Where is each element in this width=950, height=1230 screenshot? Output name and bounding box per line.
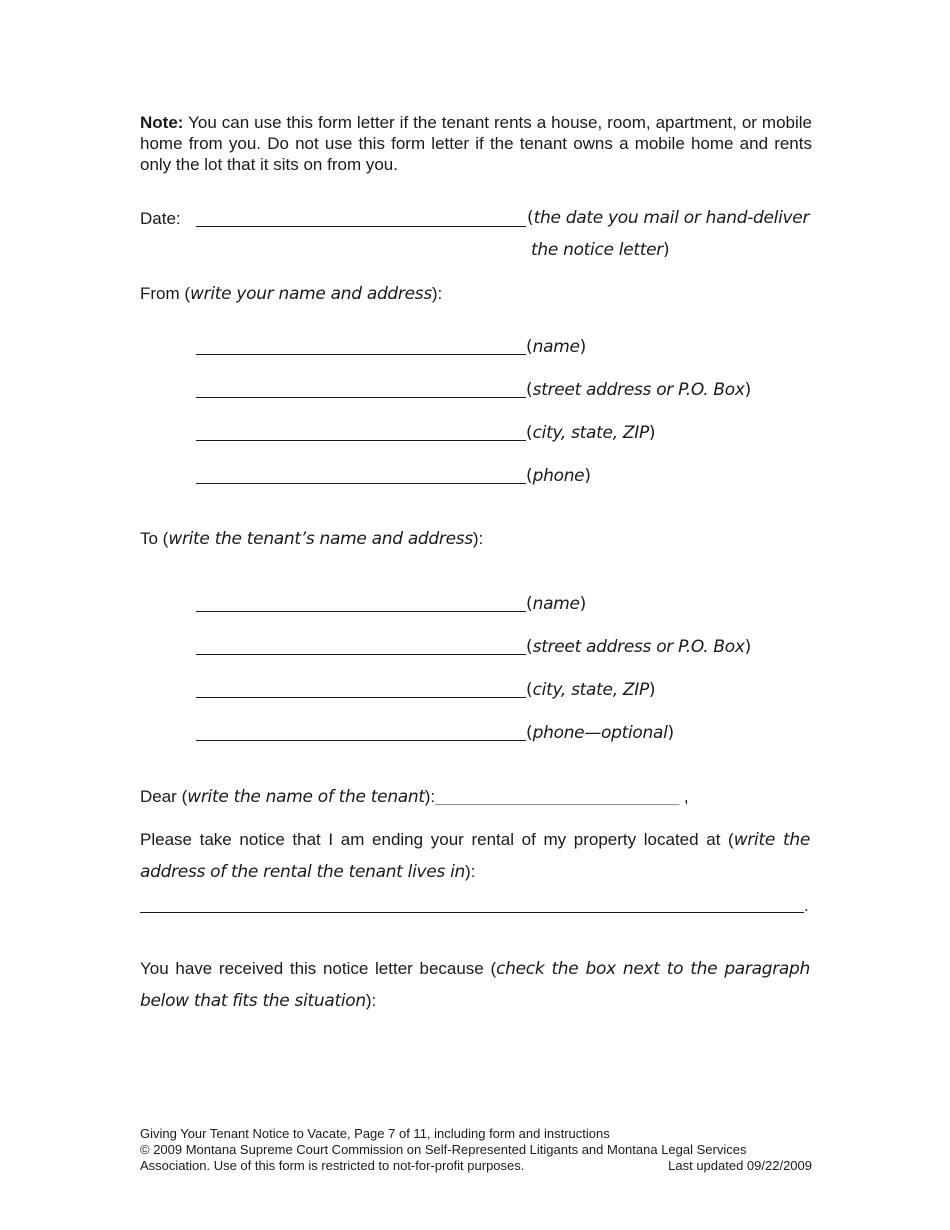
footer-usage: Association. Use of this form is restricted to not-for-profit purposes. <box>140 1158 525 1173</box>
notice-paragraph: Please take notice that I am ending your rental of my property located at (write the address of the rental the tenant lives in): <box>140 830 811 882</box>
to-name-line[interactable] <box>196 593 526 612</box>
note-text: You can use this form letter if the tenant rents a house, room, apartment, or mobile home from you. Do not use this form letter if the tenant owns a mobile home and rents only the lot that it sits on from you. <box>140 113 812 174</box>
from-city-field[interactable] <box>196 422 656 444</box>
date-field-line[interactable] <box>196 226 526 227</box>
to-name-field[interactable] <box>196 593 586 615</box>
from-street-field[interactable] <box>196 379 751 401</box>
rental-address-field-line[interactable] <box>140 912 804 913</box>
to-city-field[interactable] <box>196 679 656 701</box>
to-phone-line[interactable] <box>196 722 526 741</box>
from-street-line[interactable] <box>196 379 526 398</box>
from-label: From (write your name and address): <box>140 284 443 304</box>
to-street-hint: (street address or P.O. Box) <box>526 637 752 657</box>
footer-line-2: © 2009 Montana Supreme Court Commission on Self-Represented Litigants and Montana Legal Services <box>140 1142 747 1157</box>
to-phone-field[interactable] <box>196 722 674 744</box>
dear-line: Dear (write the name of the tenant):________________________________ , <box>140 787 689 807</box>
from-city-line[interactable] <box>196 422 526 441</box>
from-name-field[interactable] <box>196 336 586 358</box>
to-label: To (write the tenant’s name and address): <box>140 529 484 549</box>
from-name-line[interactable] <box>196 336 526 355</box>
date-hint-line2: the notice letter) <box>531 240 670 260</box>
to-city-hint: (city, state, ZIP) <box>526 680 656 700</box>
note-paragraph <box>140 112 812 175</box>
from-name-hint: (name) <box>526 337 587 357</box>
footer-line-1: Giving Your Tenant Notice to Vacate, Page 7 of 11, including form and instructions <box>140 1126 610 1141</box>
footer-updated: Last updated 09/22/2009 <box>668 1158 812 1173</box>
from-phone-hint: (phone) <box>526 466 591 486</box>
footer-line-3 <box>140 1158 812 1174</box>
from-phone-line[interactable] <box>196 465 526 484</box>
date-hint-line1: (the date you mail or hand-deliver <box>527 208 810 228</box>
note-label: Note: <box>140 113 184 132</box>
reason-paragraph: You have received this notice letter because (check the box next to the paragraph below that fits the situation): <box>140 959 810 1011</box>
to-street-field[interactable] <box>196 636 751 658</box>
rental-address-period: . <box>804 896 809 915</box>
dear-tenant-name-field[interactable]: ________________________________ <box>435 791 680 806</box>
to-phone-hint: (phone—optional) <box>526 723 675 743</box>
from-phone-field[interactable] <box>196 465 591 487</box>
to-street-line[interactable] <box>196 636 526 655</box>
from-street-hint: (street address or P.O. Box) <box>526 380 752 400</box>
date-label: Date: <box>140 209 181 228</box>
page-footer <box>140 1126 812 1174</box>
to-city-line[interactable] <box>196 679 526 698</box>
from-city-hint: (city, state, ZIP) <box>526 423 656 443</box>
to-name-hint: (name) <box>526 594 587 614</box>
